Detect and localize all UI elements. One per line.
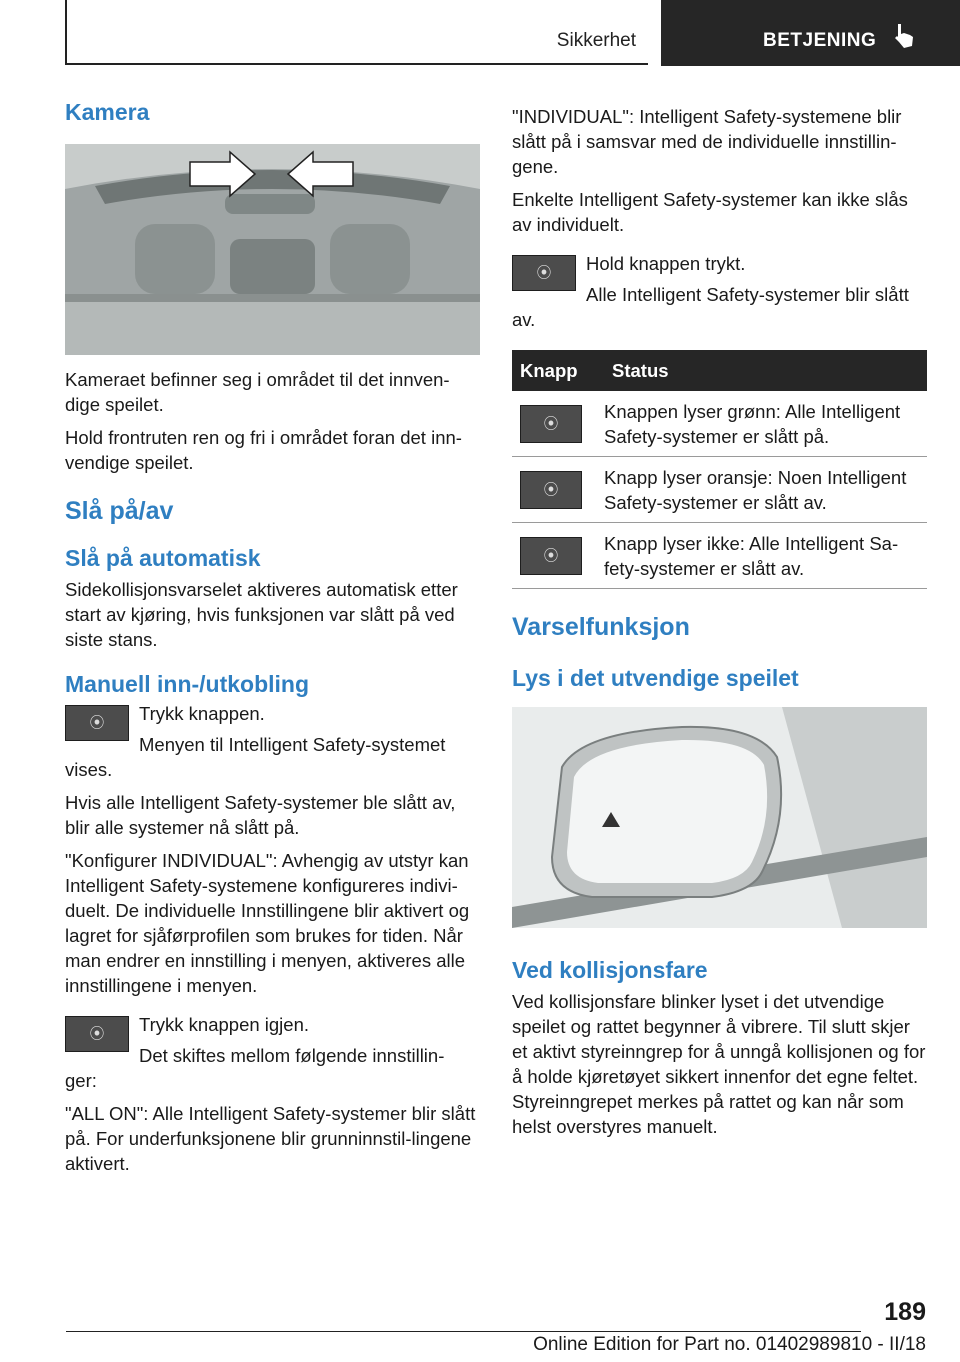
footer-rule (66, 1331, 861, 1332)
all-on-paragraph: "ALL ON": Alle Intelligent Safety-systemer blir slått på. For underfunksjonene blir grunninnstil‐lingene aktivert. (65, 1103, 476, 1174)
enkelte-paragraph: Enkelte Intelligent Safety-systemer kan ikke slås av individuelt. (512, 189, 908, 235)
safety-button-green-icon: ⦿ (520, 405, 582, 443)
header-bottom-rule (65, 63, 648, 65)
kollisjonsfare-paragraph: Ved kollisjonsfare blinker lyset i det utvendige speilet og rattet begynner å vibrere. Til slutt skjer et aktivt styreinngrep for å unngå kollisjonen og for å holde kjøretøyet sikkert innenfor det egne feltet. Styreinngrepet merkes på rattet og kan når som helst overstyres manuelt. (512, 991, 926, 1137)
step2-a: Trykk knappen igjen. (139, 1014, 310, 1035)
step-press-button (65, 701, 480, 732)
status-table (512, 350, 927, 589)
right-column (512, 104, 927, 1147)
safety-button-icon: ⦿ (65, 1016, 129, 1052)
heading-kollisjonsfare: Ved kollisjonsfare (512, 957, 708, 983)
step2-b-first: Det skiftes mellom følgende innstillin‐ (139, 1045, 445, 1066)
heading-manuell: Manuell inn-/utkobling (65, 671, 310, 697)
all-off-paragraph: Hvis alle Intelligent Safety-systemer ble slått av, blir alle systemer nå slått på. (65, 792, 456, 838)
step3-b-rest: av. (512, 309, 536, 330)
heading-sla-pa-av: Slå på/av (65, 497, 174, 525)
auto-paragraph: Sidekollisjonsvarselet aktiveres automatisk etter start av kjøring, hvis funksjonen var slått på ved siste stans. (65, 579, 458, 650)
konfig-paragraph: "Konfigurer INDIVIDUAL": Avhengig av utstyr kan Intelligent Safety-systemene konfigureres indivi‐duelt. De individuelle Innstillingene blir aktivert og lagret for sjåførprofilen som brukes for tiden. Når man endrer en innstilling i menyen, aktiveres alle innstillingene i menyen. (65, 850, 470, 996)
safety-button-icon: ⦿ (65, 705, 129, 741)
pointing-hand-icon (891, 22, 917, 50)
safety-button-off-icon: ⦿ (520, 537, 582, 575)
table-header-row (512, 350, 927, 391)
mirror-image (512, 707, 927, 928)
footer-edition: Online Edition for Part no. 01402989810 - II/18 (533, 1334, 926, 1355)
step1-a: Trykk knappen. (139, 703, 265, 724)
step3-a: Hold knappen trykt. (586, 253, 746, 274)
table-row (512, 391, 927, 457)
safety-button-orange-icon: ⦿ (520, 471, 582, 509)
kamera-paragraph-2: Hold frontruten ren og fri i området foran det inn‐vendige speilet. (65, 427, 462, 473)
step1-b-first: Menyen til Intelligent Safety-systemet (139, 734, 446, 755)
camera-interior-image (65, 144, 480, 355)
step3-b-first: Alle Intelligent Safety-systemer blir slått (586, 284, 909, 305)
row-status: Knappen lyser grønn: Alle Intelligent Safety-systemer er slått på. (604, 391, 927, 457)
safety-button-icon: ⦿ (512, 255, 576, 291)
heading-lys-speilet: Lys i det utvendige speilet (512, 665, 799, 691)
step1-b-rest: vises. (65, 759, 113, 780)
heading-kamera: Kamera (65, 99, 150, 125)
step-hold-button (512, 251, 927, 307)
step-press-again (65, 1012, 480, 1068)
step2-b-rest: ger: (65, 1070, 97, 1091)
chapter-title: BETJENING (763, 30, 877, 51)
table-row (512, 523, 927, 589)
heading-varselfunksjon: Varselfunksjon (512, 613, 690, 641)
section-title: Sikkerhet (556, 30, 636, 51)
header-left-rule (65, 0, 67, 64)
col-header-knapp: Knapp (512, 350, 604, 391)
individual-paragraph: "INDIVIDUAL": Intelligent Safety-systemene blir slått på i samsvar med de individuelle innstillin‐gene. (512, 106, 902, 177)
heading-sla-pa-automatisk: Slå på automatisk (65, 545, 261, 571)
chapter-tab (661, 0, 960, 66)
row-status: Knapp lyser oransje: Noen Intelligent Safety-systemer er slått av. (604, 457, 927, 523)
row-status: Knapp lyser ikke: Alle Intelligent Sa‐fety-systemer er slått av. (604, 523, 927, 589)
col-header-status: Status (604, 350, 927, 391)
left-column (65, 100, 480, 1184)
kamera-paragraph-1: Kameraet befinner seg i området til det innven‐dige speilet. (65, 369, 450, 415)
table-row (512, 457, 927, 523)
page-number: 189 (884, 1298, 926, 1326)
